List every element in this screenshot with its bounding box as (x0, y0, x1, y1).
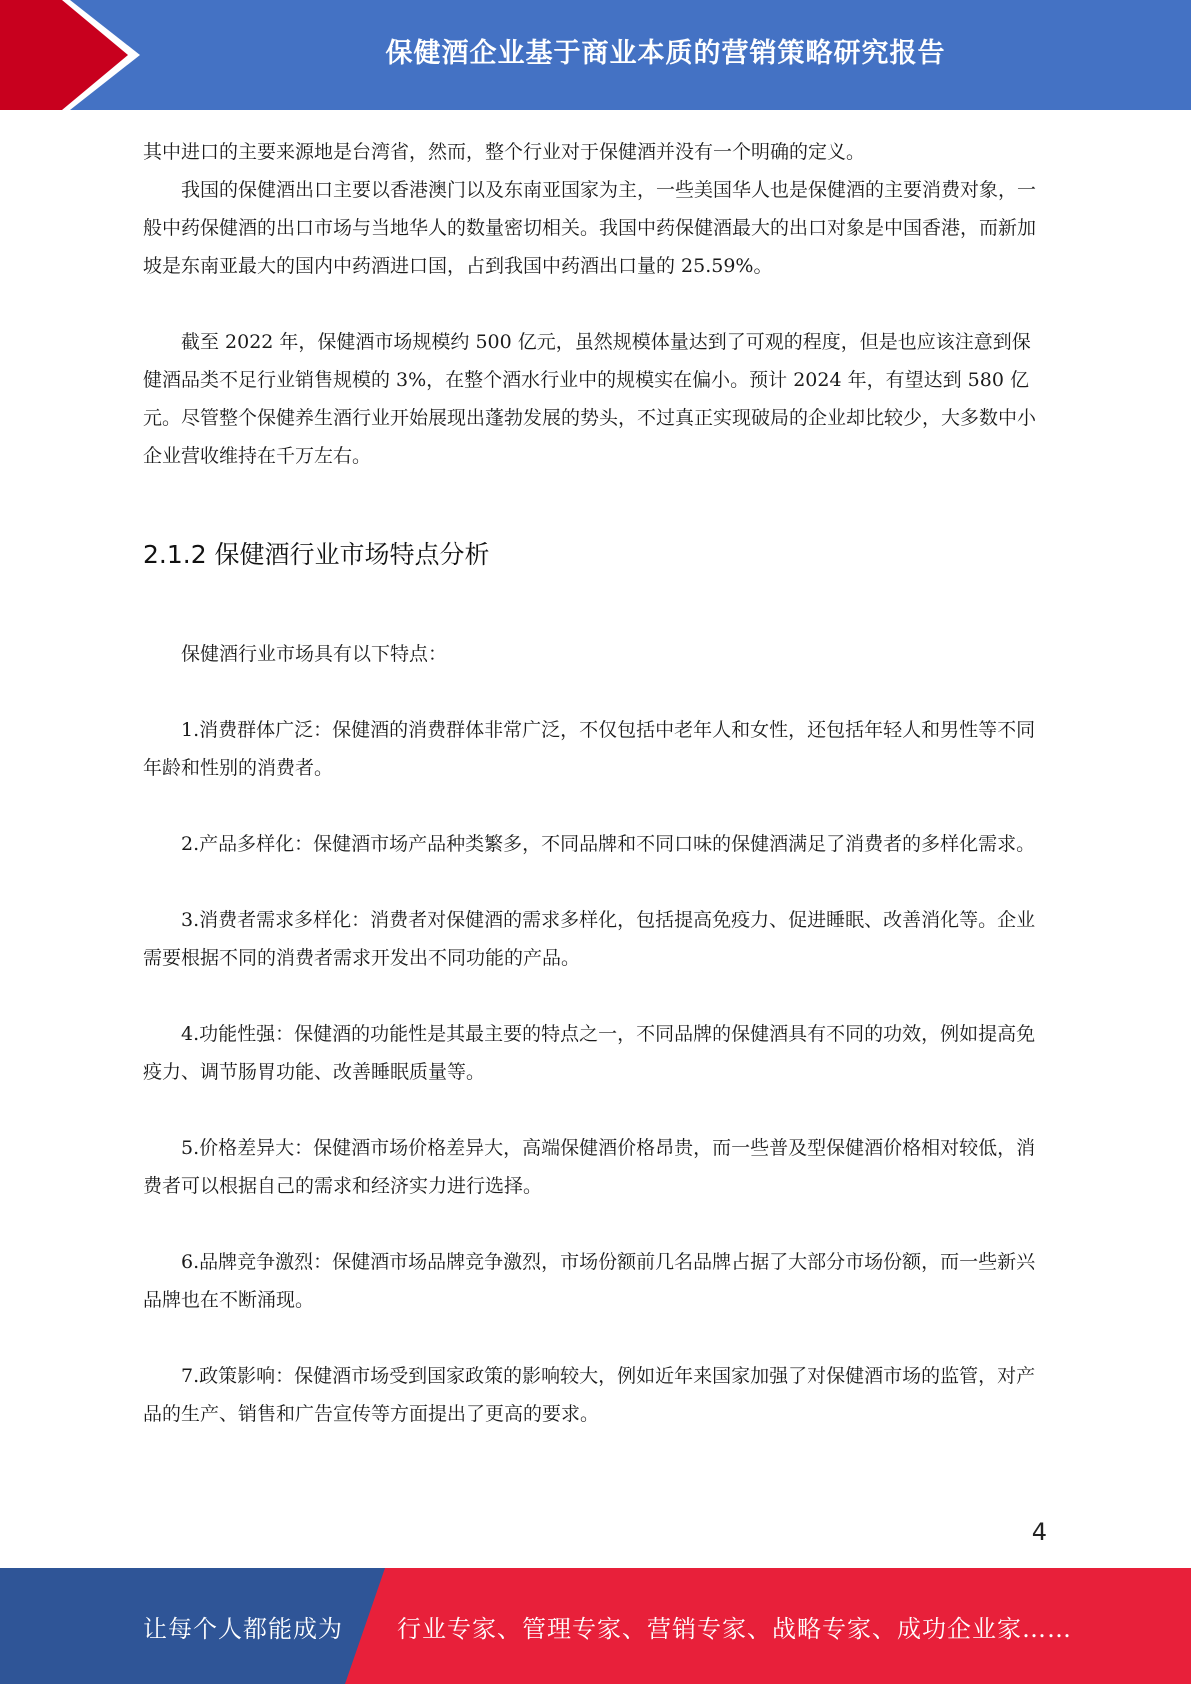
header-arrow-decoration (0, 0, 160, 110)
page-header (0, 0, 1191, 110)
list-item: 6.品牌竞争激烈：保健酒市场品牌竞争激烈，市场份额前几名品牌占据了大部分市场份额，而一些新兴品牌也在不断涌现。 (143, 1251, 1036, 1311)
list-intro: 保健酒行业市场具有以下特点： (181, 643, 448, 665)
paragraph: 我国的保健酒出口主要以香港澳门以及东南亚国家为主，一些美国华人也是保健酒的主要消费对象，一般中药保健酒的出口市场与当地华人的数量密切相关。我国中药保健酒最大的出口对象是中国香港，而新加坡是东南亚最大的国内中药酒进口国，占到我国中药酒出口量的 25.59%。 (143, 179, 1037, 277)
footer-slogan-right: 行业专家、管理专家、营销专家、战略专家、成功企业家…… (397, 1614, 1072, 1643)
report-title: 保健酒企业基于商业本质的营销策略研究报告 (385, 37, 946, 69)
page-number: 4 (1031, 1518, 1047, 1546)
paragraph: 截至 2022 年，保健酒市场规模约 500 亿元，虽然规模体量达到了可观的程度，但是也应该注意到保健酒品类不足行业销售规模的 3%，在整个酒水行业中的规模实在偏小。预计 2024 年，有望达到 580 亿元。尽管整个保健养生酒行业开始展现出蓬勃发展的势头，不过真正实现破局的企业却比较少，大多数中小企业营收维持在千万左右。 (143, 331, 1037, 467)
list-item: 5.价格差异大：保健酒市场价格差异大，高端保健酒价格昂贵，而一些普及型保健酒价格相对较低，消费者可以根据自己的需求和经济实力进行选择。 (143, 1137, 1036, 1197)
page-footer (0, 1568, 1191, 1684)
list-item: 7.政策影响：保健酒市场受到国家政策的影响较大，例如近年来国家加强了对保健酒市场的监管，对产品的生产、销售和广告宣传等方面提出了更高的要求。 (143, 1365, 1036, 1425)
list-item: 1.消费群体广泛：保健酒的消费群体非常广泛，不仅包括中老年人和女性，还包括年轻人和男性等不同年龄和性别的消费者。 (143, 719, 1036, 779)
list-item: 4.功能性强：保健酒的功能性是其最主要的特点之一，不同品牌的保健酒具有不同的功效，例如提高免疫力、调节肠胃功能、改善睡眠质量等。 (143, 1023, 1036, 1083)
paragraph: 其中进口的主要来源地是台湾省，然而，整个行业对于保健酒并没有一个明确的定义。 (143, 141, 866, 163)
section-heading: 2.1.2 保健酒行业市场特点分析 (143, 540, 490, 569)
list-item: 3.消费者需求多样化：消费者对保健酒的需求多样化，包括提高免疫力、促进睡眠、改善消化等。企业需要根据不同的消费者需求开发出不同功能的产品。 (143, 909, 1036, 969)
footer-slogan-left: 让每个人都能成为 (143, 1614, 343, 1643)
list-item: 2.产品多样化：保健酒市场产品种类繁多，不同品牌和不同口味的保健酒满足了消费者的多样化需求。 (181, 833, 1036, 855)
document-body (143, 133, 1045, 1433)
